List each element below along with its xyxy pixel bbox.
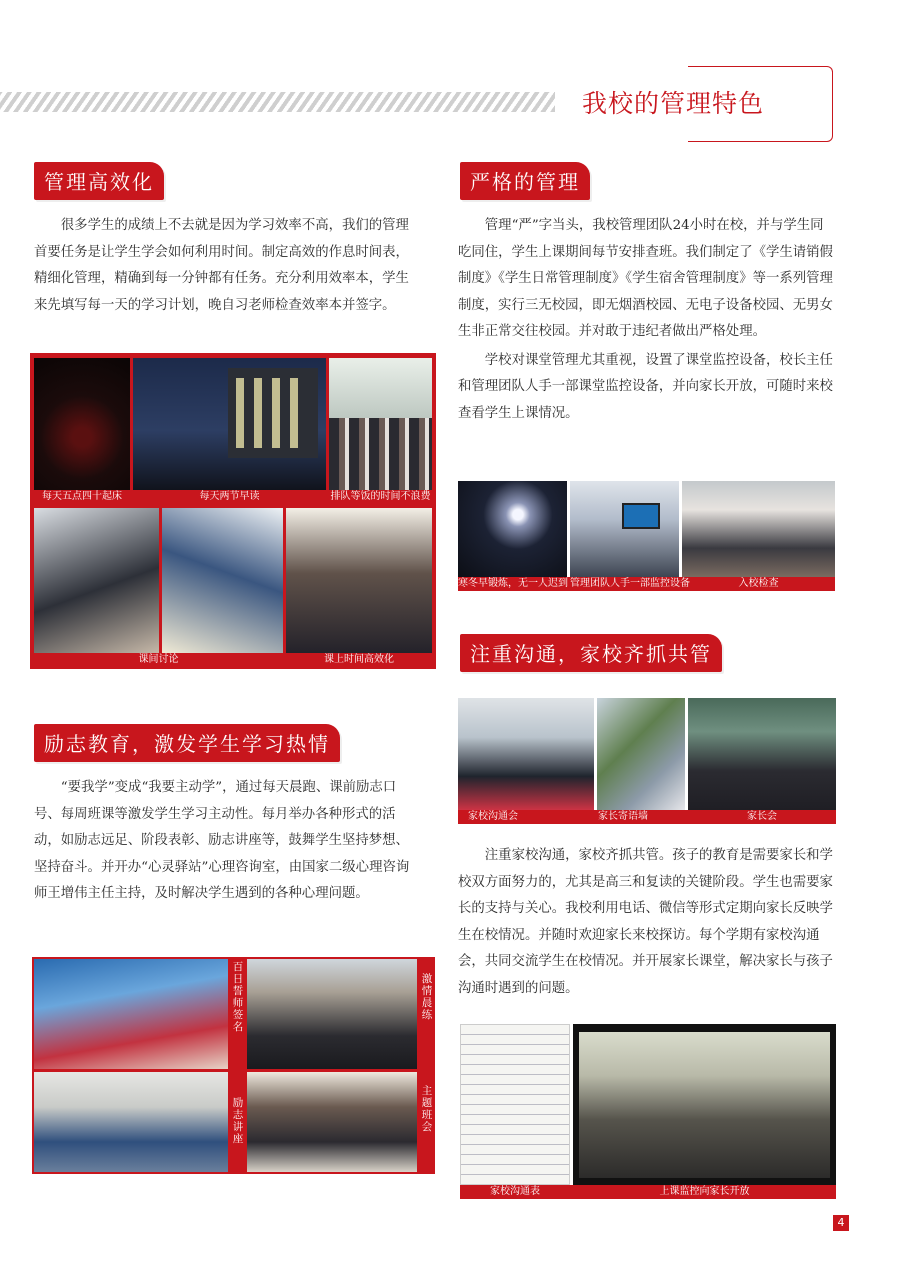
caption-home-school-form: 家校沟通表 [490, 1186, 540, 1197]
caption-entry-check: 入校检查 [738, 578, 779, 589]
caption-pledge-signing: 百日誓师签名 [232, 961, 244, 1033]
photo-parent-meeting-talk [458, 698, 594, 810]
caption-morning-rise: 每天五点四十起床 [42, 491, 122, 502]
photo-morning-rise [34, 358, 130, 490]
photo-queue-meal [329, 358, 432, 490]
caption-queue-meal: 排队等饭的时间不浪费 [330, 491, 431, 502]
photo-morning-exercise [247, 959, 417, 1069]
caption-morning-reading: 每天两节早读 [199, 491, 260, 502]
photo-class-monitor-open [573, 1024, 836, 1185]
communication-photo-row [458, 698, 836, 824]
caption-break-discussion: 课间讨论 [138, 654, 179, 665]
caption-winter-exercise: 寒冬早锻炼，无一人迟到 [458, 578, 568, 589]
efficiency-paragraph: 很多学生的成绩上不去就是因为学习效率不高，我们的管理首要任务是让学生学会如何利用时间。制定高效的作息时间表，精细化管理，精确到每一分钟都有任务。充分利用效率本，学生来先填写每一天的学习计划，晚自习老师检查效率本并签字。 [34, 218, 409, 313]
header-stripe-decoration [0, 92, 555, 112]
communication-paragraph: 注重家校沟通，家校齐抓共管。孩子的教育是需要家长和学校双方面努力的，尤其是高三和复读的关键阶段。学生也需要家长的支持与关心。我校利用电话、微信等形式定期向家长反映学生在校情况。并随时欢迎家长来校探访。每个学期有家校沟通会，共同交流学生在校情况。并开展家长课堂，解决家长与孩子沟通时遇到的问题。 [458, 848, 833, 996]
photo-entry-check [682, 481, 835, 577]
caption-class-efficiency: 课上时间高效化 [324, 654, 394, 665]
photo-home-school-form [460, 1024, 570, 1185]
caption-inspire-lecture: 励志讲座 [232, 1097, 244, 1145]
heading-communication: 注重沟通，家校齐抓共管 [460, 634, 722, 672]
photo-parent-conference [688, 698, 836, 810]
photo-break-discussion-1 [34, 508, 159, 653]
strict-paragraph-2: 学校对课堂管理尤其重视，设置了课堂监控设备，校长主任和管理团队人手一部课堂监控设备，并向家长开放，可随时来校查看学生上课情况。 [458, 352, 833, 421]
inspire-paragraph: “要我学”变成“我要主动学”，通过每天晨跑、课前励志口号、每周班课等激发学生学习主动性。每月举办各种形式的活动，如励志远足、阶段表彰、励志讲座等，鼓舞学生坚持梦想、坚持奋斗。并开办“心灵驿站”心理咨询室，由国家二级心理咨询师王增伟主任主持，及时解决学生遇到的各种心理问题。 [34, 780, 410, 901]
photo-class-efficiency [286, 508, 432, 653]
communication-text-block [458, 843, 834, 1002]
caption-parent-message-wall: 家长寄语墙 [598, 811, 648, 822]
photo-pledge-signing [34, 959, 228, 1069]
photo-monitor-device [570, 481, 679, 577]
caption-parent-conference: 家长会 [747, 811, 777, 822]
caption-theme-class-meeting: 主题班会 [421, 1085, 433, 1133]
caption-parent-meeting-talk: 家校沟通会 [468, 811, 518, 822]
heading-strict: 严格的管理 [460, 162, 590, 200]
caption-monitor-device: 管理团队人手一部监控设备 [570, 578, 690, 589]
caption-class-monitor-open: 上课监控向家长开放 [659, 1186, 750, 1197]
page-title: 我校的管理特色 [582, 89, 765, 118]
heading-inspire: 励志教育，激发学生学习热情 [34, 724, 340, 762]
efficiency-text-block [34, 213, 410, 319]
page-number: 4 [833, 1215, 849, 1231]
photo-inspire-lecture [34, 1072, 228, 1172]
communication-bottom-photos [460, 1024, 836, 1199]
inspire-text-block [34, 775, 410, 908]
efficiency-photo-grid [30, 353, 436, 669]
heading-efficiency: 管理高效化 [34, 162, 164, 200]
strict-paragraph-1: 管理“严”字当头，我校管理团队24小时在校，并与学生同吃同住，学生上课期间每节安排查班。我们制定了《学生请销假制度》《学生日常管理制度》《学生宿舍管理制度》等一系列管理制度，实行三无校园，即无烟酒校园、无电子设备校园、无男女生非正常交往校园。并对敢于违纪者做出严格处理。 [458, 218, 833, 339]
caption-morning-exercise: 激情晨练 [421, 973, 433, 1021]
photo-break-discussion-2 [162, 508, 283, 653]
strict-text-block [458, 213, 834, 427]
inspire-photo-grid [32, 957, 435, 1174]
photo-theme-class-meeting [247, 1072, 417, 1172]
photo-parent-message-wall [597, 698, 685, 810]
photo-winter-exercise [458, 481, 567, 577]
strict-photo-row [458, 481, 835, 591]
photo-morning-reading [133, 358, 326, 490]
